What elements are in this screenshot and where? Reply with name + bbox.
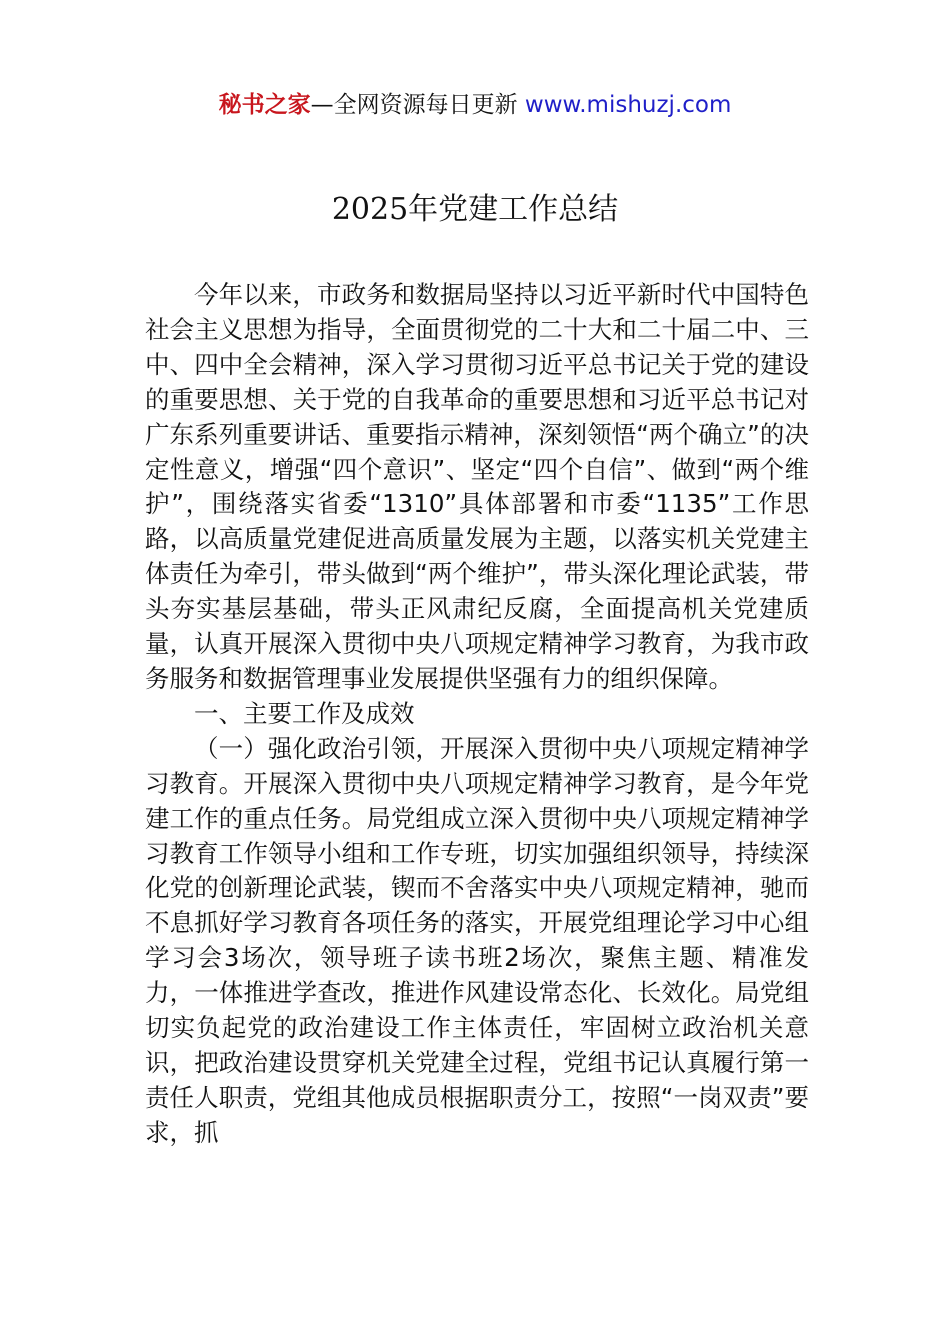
document-body: [145, 278, 809, 1151]
section-heading: 一、主要工作及成效: [194, 698, 415, 728]
paragraph-section-1: （一）强化政治引领，开展深入贯彻中央八项规定精神学习教育。开展深入贯彻中央八项规定精神学习教育，是今年党建工作的重点任务。局党组成立深入贯彻中央八项规定精神学习教育工作领导小组和工作专班，切实加强组织领导，持续深化党的创新理论武装，锲而不舍落实中央八项规定精神，驰而不息抓好学习教育各项任务的落实，开展党组理论学习中心组学习会3场次，领导班子读书班2场次，聚焦主题、精准发力，一体推进学查改，推进作风建设常态化、长效化。局党组切实负起党的政治建设工作主体责任，牢固树立政治机关意识，把政治建设贯穿机关党建全过程，党组书记认真履行第一责任人职责，党组其他成员根据职责分工，按照“一岗双责”要求，抓: [145, 733, 809, 1147]
paragraph-intro: 今年以来，市政务和数据局坚持以习近平新时代中国特色社会主义思想为指导，全面贯彻党的二十大和二十届二中、三中、四中全会精神，深入学习贯彻习近平总书记关于党的建设的重要思想、关于党的自我革命的重要思想和习近平总书记对广东系列重要讲话、重要指示精神，深刻领悟“两个确立”的决定性意义，增强“四个意识”、坚定“四个自信”、做到“两个维护”，围绕落实省委“1310”具体部署和市委“1135”工作思路，以高质量党建促进高质量发展为主题，以落实机关党建主体责任为牵引，带头做到“两个维护”，带头深化理论武装，带头夯实基层基础，带头正风肃纪反腐，全面提高机关党建质量，认真开展深入贯彻中央八项规定精神学习教育，为我市政务服务和数据管理事业发展提供坚强有力的组织保障。: [145, 280, 809, 693]
site-brand: 秘书之家: [218, 92, 311, 118]
site-url-link[interactable]: www.mishuzj.com: [524, 92, 732, 118]
site-tagline: —全网资源每日更新: [310, 92, 525, 118]
document-title: 2025年党建工作总结: [331, 192, 619, 227]
site-header: [0, 88, 950, 122]
